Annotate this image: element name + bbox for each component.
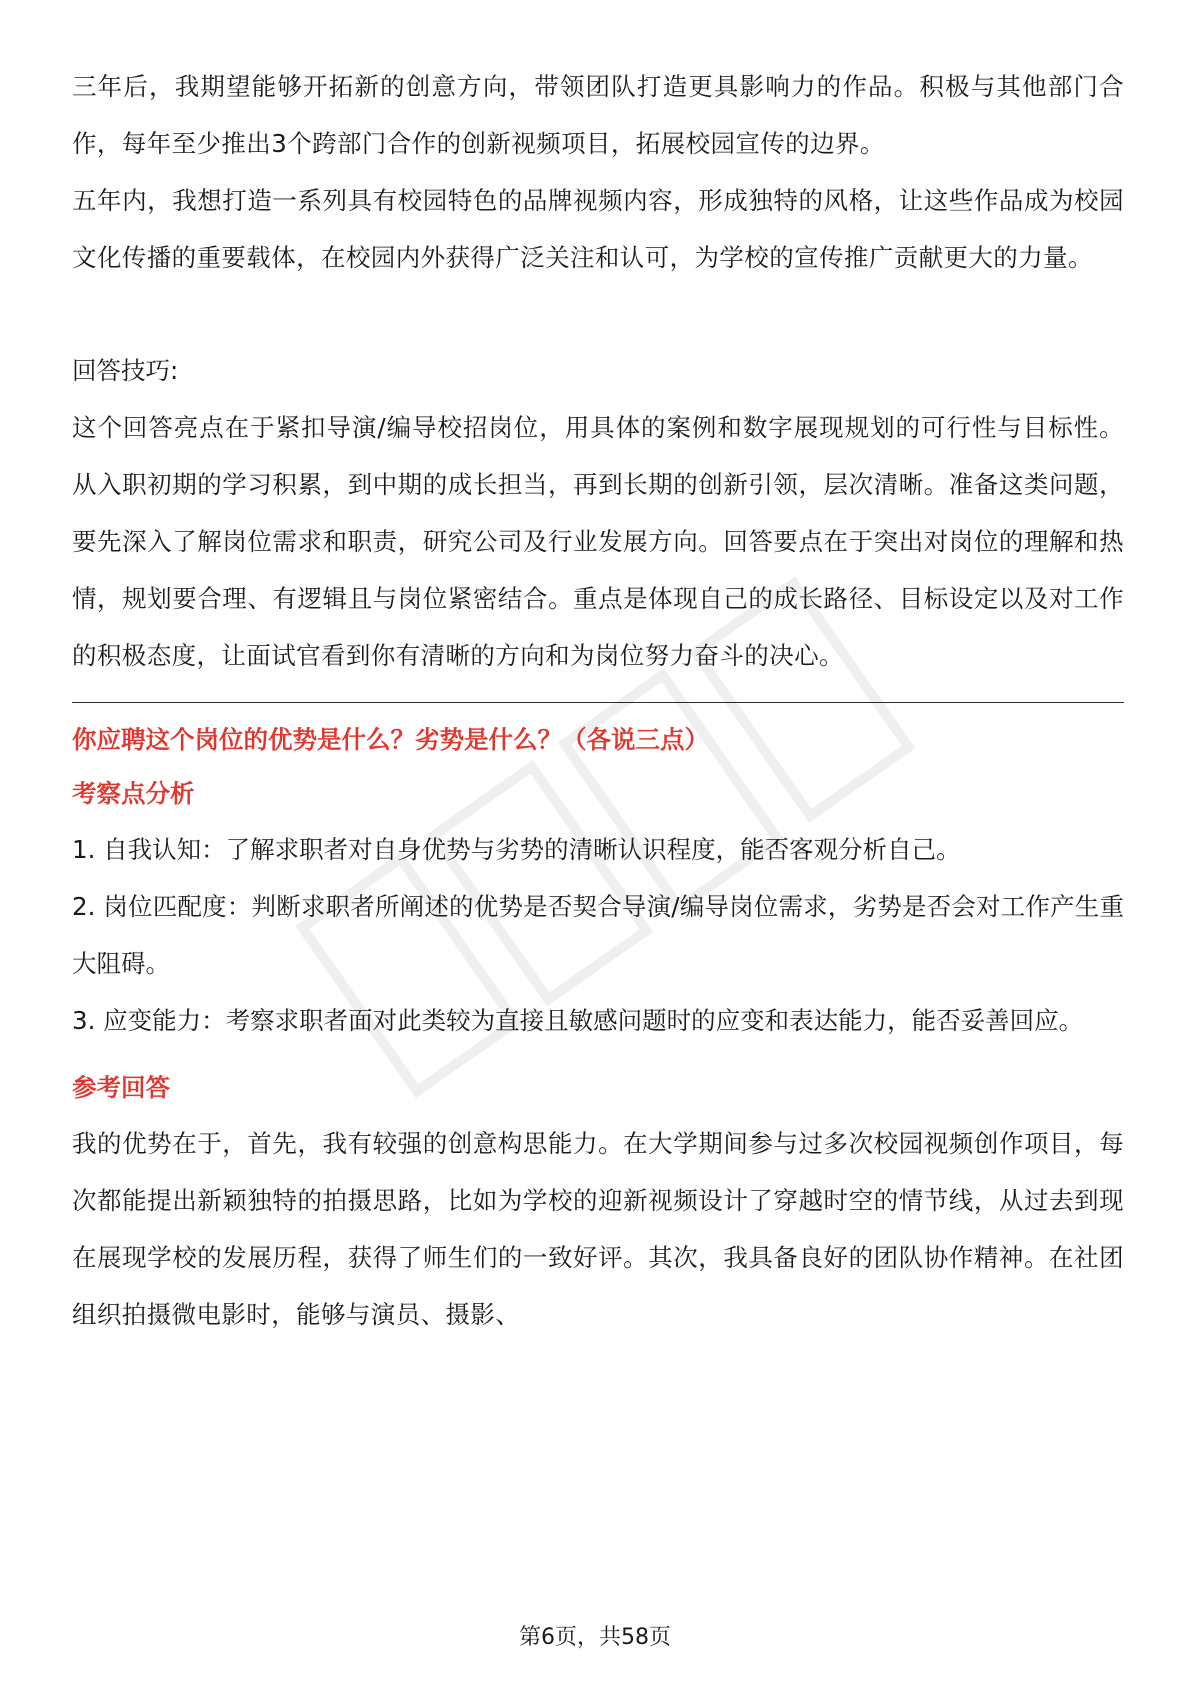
- analysis-item: 2. 岗位匹配度：判断求职者所阐述的优势是否契合导演/编导岗位需求，劣势是否会对工作产生重大阻碍。: [72, 892, 1124, 978]
- page-indicator: 第6页，共58页: [519, 1625, 671, 1650]
- tips-body: 这个回答亮点在于紧扣导演/编导校招岗位，用具体的案例和数字展现规划的可行性与目标性。从入职初期的学习积累，到中期的成长担当，再到长期的创新引领，层次清晰。准备这类问题，要先深入了解岗位需求和职责，研究公司及行业发展方向。回答要点在于突出对岗位的理解和热情，规划要合理、有逻辑且与岗位紧密结合。重点是体现自己的成长路径、目标设定以及对工作的积极态度，让面试官看到你有清晰的方向和为岗位努力奋斗的决心。: [72, 413, 1124, 670]
- intro-paragraph: 五年内，我想打造一系列具有校园特色的品牌视频内容，形成独特的风格，让这些作品成为校园文化传播的重要载体，在校园内外获得广泛关注和认可，为学校的宣传推广贡献更大的力量。: [72, 186, 1124, 272]
- analysis-heading: 考察点分析: [72, 779, 195, 808]
- spacer: [72, 286, 1124, 342]
- analysis-item: 1. 自我认知：了解求职者对自身优势与劣势的清晰认识程度，能否客观分析自己。: [72, 835, 961, 864]
- tips-label: 回答技巧:: [72, 356, 179, 385]
- answer-body: 我的优势在于，首先，我有较强的创意构思能力。在大学期间参与过多次校园视频创作项目，每次都能提出新颖独特的拍摄思路，比如为学校的迎新视频设计了穿越时空的情节线，从过去到现在展现学校的发展历程，获得了师生们的一致好评。其次，我具备良好的团队协作精神。在社团组织拍摄微电影时，能够与演员、摄影、: [72, 1129, 1124, 1329]
- analysis-item: 3. 应变能力：考察求职者面对此类较为直接且敏感问题时的应变和表达能力，能否妥善回应。: [72, 1006, 1084, 1035]
- document-page: [72, 58, 1124, 1343]
- answer-heading: 参考回答: [72, 1073, 170, 1102]
- question-title: 你应聘这个岗位的优势是什么？劣势是什么？（各说三点）: [72, 725, 709, 754]
- section-divider: [72, 702, 1124, 703]
- intro-paragraph: 三年后，我期望能够开拓新的创意方向，带领团队打造更具影响力的作品。积极与其他部门合作，每年至少推出3个跨部门合作的创新视频项目，拓展校园宣传的边界。: [72, 72, 1124, 158]
